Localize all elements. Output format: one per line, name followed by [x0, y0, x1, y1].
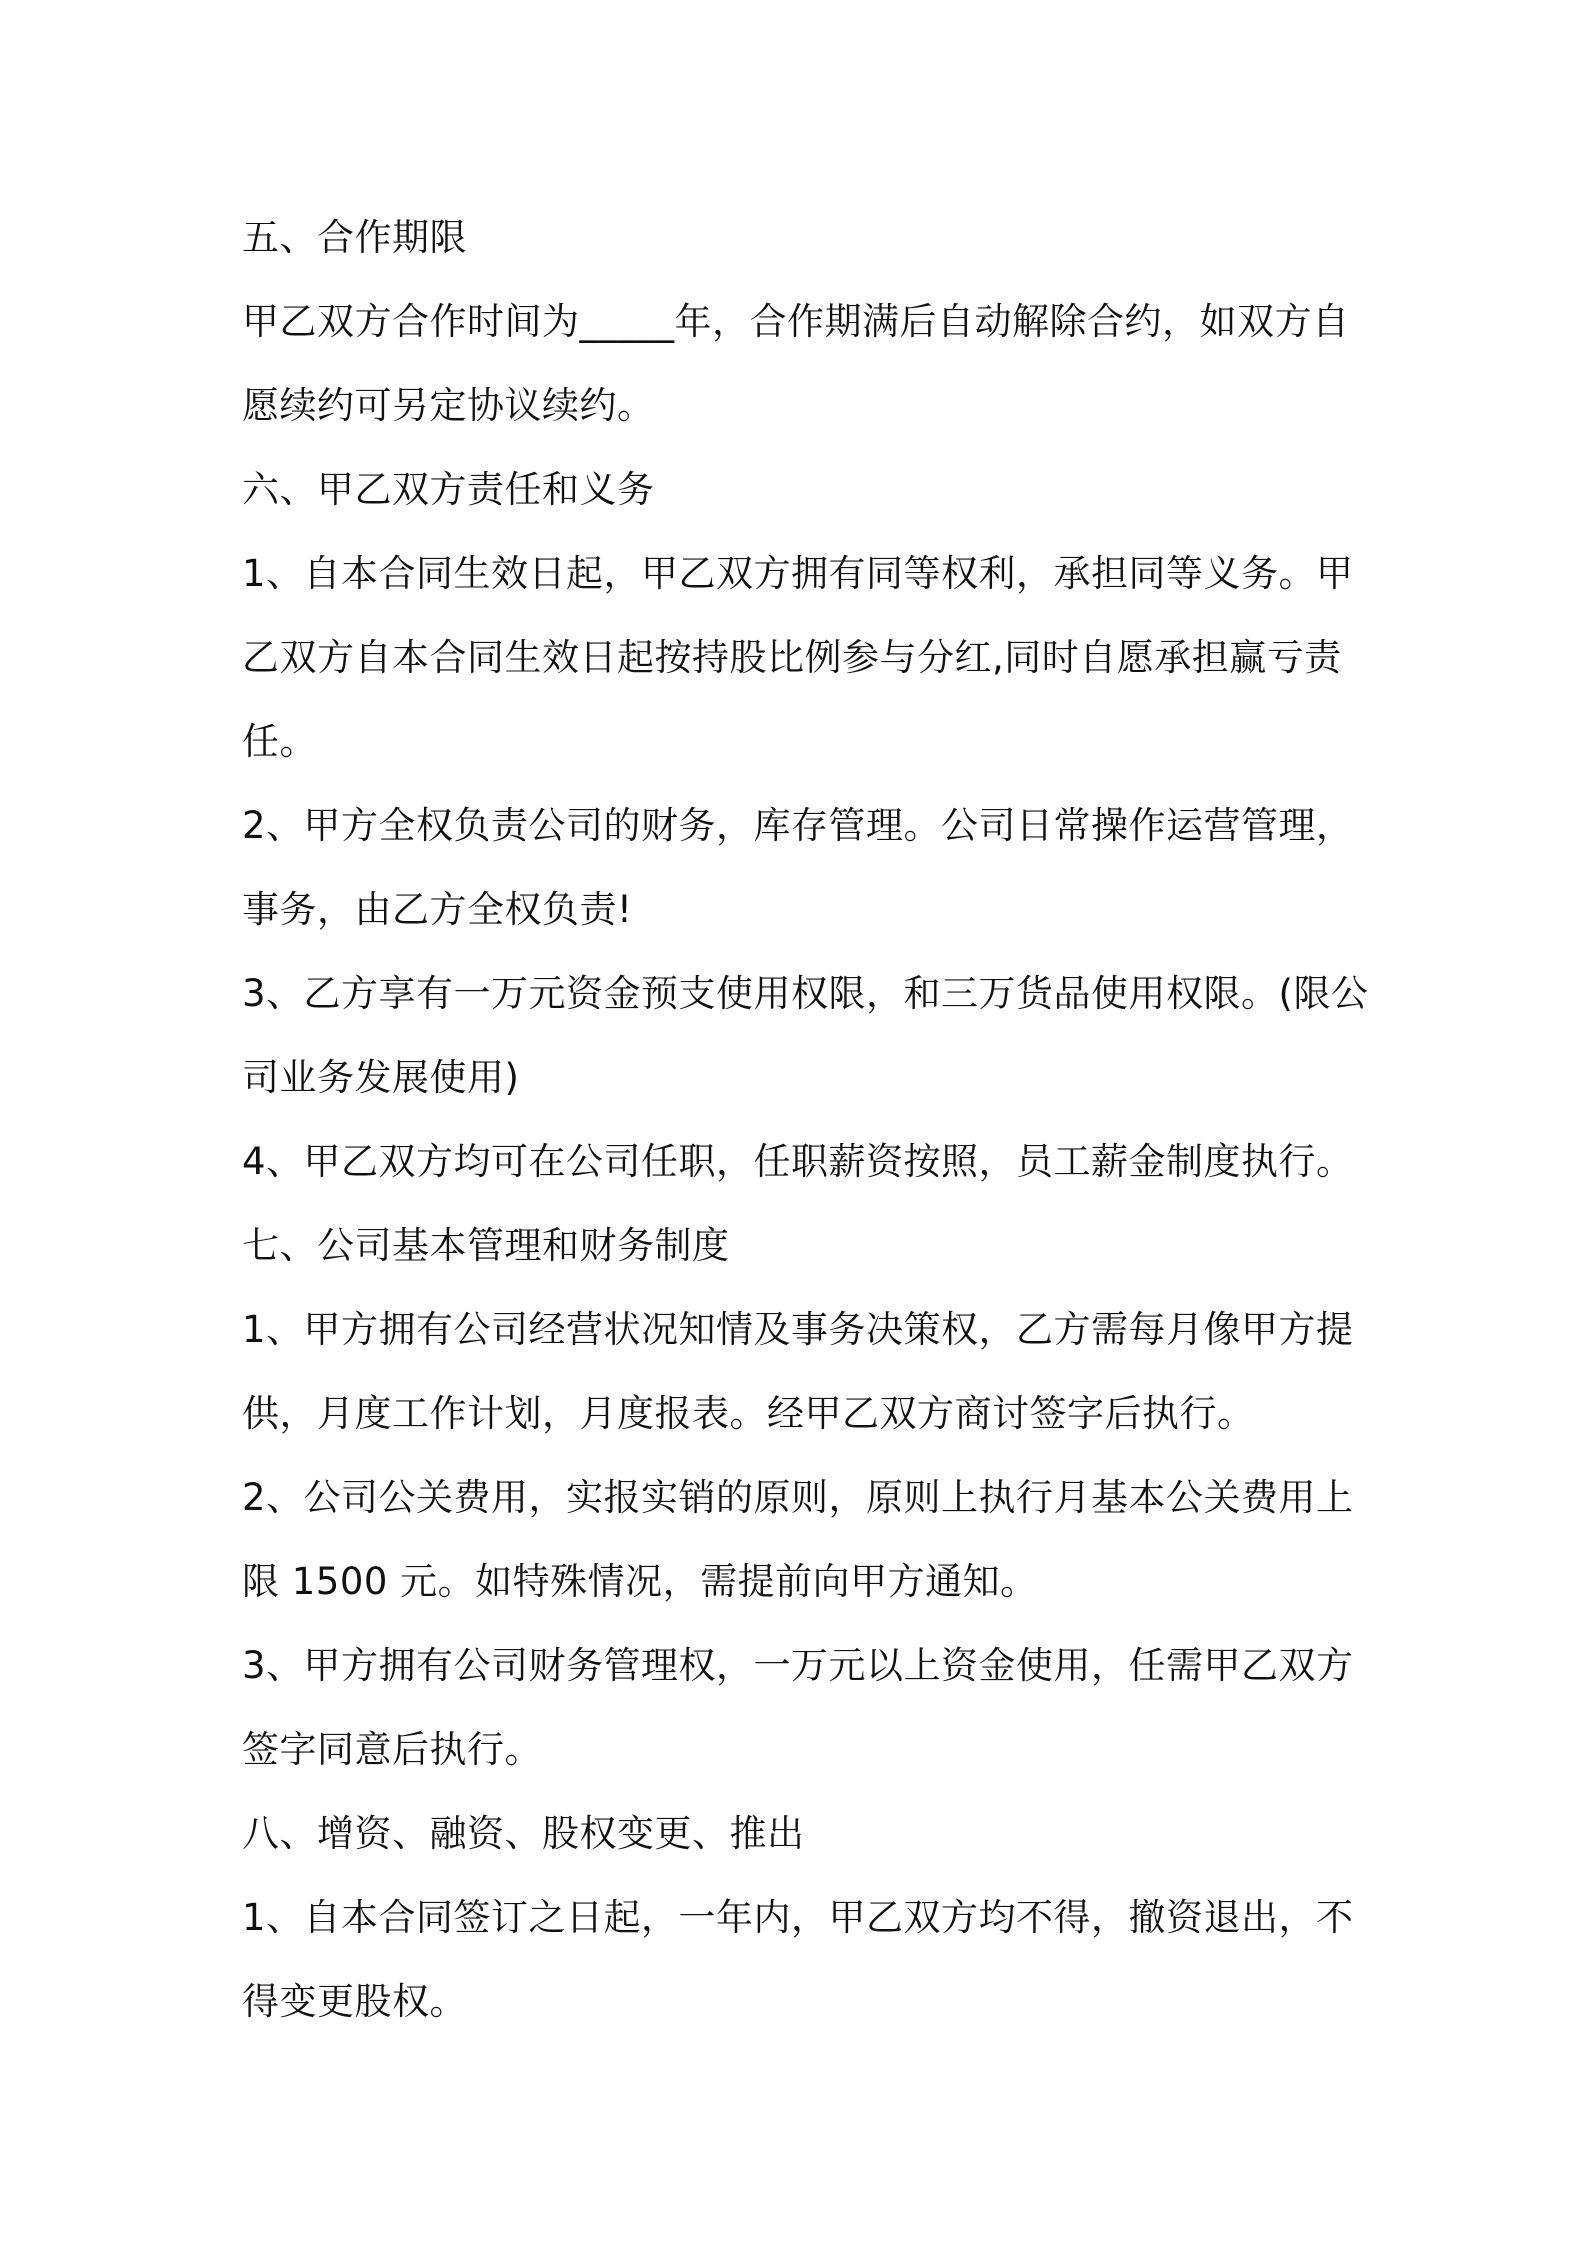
paragraph-line: 甲乙双方合作时间为_____年，合作期满后自动解除合约，如双方自	[242, 300, 1350, 343]
paragraph-line: 2、甲方全权负责公司的财务，库存管理。公司日常操作运营管理，	[242, 804, 1354, 847]
paragraph-line: 乙双方自本合同生效日起按持股比例参与分红,同时自愿承担赢亏责	[242, 636, 1342, 679]
paragraph-line: 2、公司公关费用，实报实销的原则，原则上执行月基本公关费用上	[242, 1476, 1354, 1519]
paragraph-line: 愿续约可另定协议续约。	[242, 384, 655, 427]
paragraph-line: 限 1500 元。如特殊情况，需提前向甲方通知。	[242, 1560, 1038, 1603]
paragraph-line: 4、甲乙双方均可在公司任职，任职薪资按照，员工薪金制度执行。	[242, 1140, 1354, 1183]
paragraph-line: 1、甲方拥有公司经营状况知情及事务决策权，乙方需每月像甲方提	[242, 1308, 1354, 1351]
document-body	[242, 196, 1369, 2044]
paragraph-line: 1、自本合同生效日起，甲乙双方拥有同等权利，承担同等义务。甲	[242, 552, 1354, 595]
section-heading-5: 五、合作期限	[242, 216, 467, 259]
section-heading-8: 八、增资、融资、股权变更、推出	[242, 1812, 805, 1855]
paragraph-line: 任。	[242, 720, 317, 763]
section-heading-6: 六、甲乙双方责任和义务	[242, 468, 655, 511]
section-heading-7: 七、公司基本管理和财务制度	[242, 1224, 730, 1267]
paragraph-line: 事务，由乙方全权负责!	[242, 888, 633, 931]
paragraph-line: 签字同意后执行。	[242, 1728, 542, 1771]
paragraph-line: 供，月度工作计划，月度报表。经甲乙双方商讨签字后执行。	[242, 1392, 1255, 1435]
paragraph-line: 3、乙方享有一万元资金预支使用权限，和三万货品使用权限。(限公	[242, 972, 1369, 1015]
paragraph-line: 司业务发展使用)	[242, 1056, 520, 1099]
paragraph-line: 得变更股权。	[242, 1980, 467, 2023]
paragraph-line: 1、自本合同签订之日起，一年内，甲乙双方均不得，撤资退出，不	[242, 1896, 1354, 1939]
paragraph-line: 3、甲方拥有公司财务管理权，一万元以上资金使用，任需甲乙双方	[242, 1644, 1354, 1687]
